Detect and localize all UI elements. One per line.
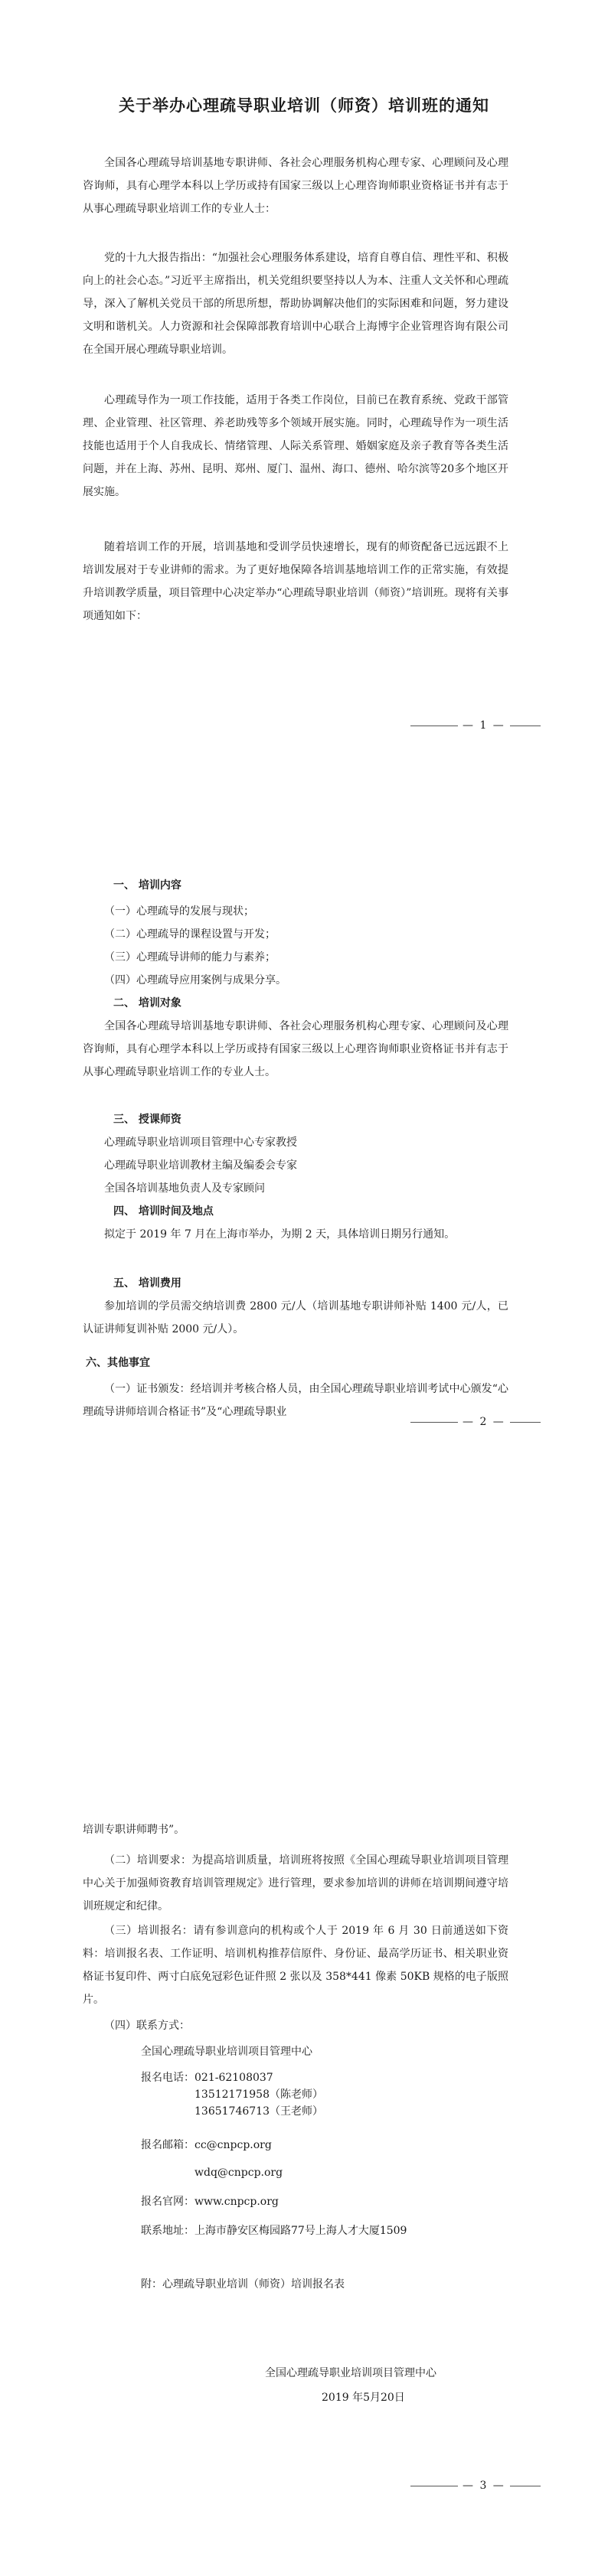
- intro-paragraph-2: 心理疏导作为一项工作技能，适用于各类工作岗位，目前已在教育系统、党政干部管理、企业管理、社区管理、养老助残等多个领域开展实施。同时，心理疏导作为一项生活技能也适用于个人自我成长、情绪管理、人际关系管理、婚姻家庭及亲子教育等各类生活问题，并在上海、苏州、昆明、郑州、厦门、温州、海口、德州、哈尔滨等20多个地区开展实施。: [83, 394, 508, 498]
- section-1-item: （三）心理疏导讲师的能力与素养；: [104, 951, 276, 964]
- phone-number: 13512171958（陈老师）: [194, 2089, 323, 2101]
- section-3-item: 心理疏导职业培训教材主编及编委会专家: [104, 1159, 297, 1172]
- section-2-heading: 二、 培训对象: [113, 997, 181, 1009]
- section-6-certificate-text: （一）证书颁发：经培训并考核合格人员，由全国心理疏导职业培训考试中心颁发“心理疏导讲师培训合格证书”及“心理疏导职业: [83, 1383, 508, 1418]
- section-5-heading: 五、 培训费用: [113, 1277, 181, 1290]
- email-label: 报名邮箱：: [141, 2139, 194, 2151]
- training-requirements: （二）培训要求：为提高培训质量，培训班将按照《全国心理疏导职业培训项目管理中心关于加强师资教育培训管理规定》进行管理，要求参加培训的讲师在培训期间遵守培训班规定和纪律。: [83, 1854, 508, 1912]
- website-label: 报名官网：: [141, 2196, 194, 2208]
- section-1-item: （四）心理疏导应用案例与成果分享。: [104, 974, 286, 986]
- training-registration: （三）培训报名：请有参训意向的机构或个人于 2019 年 6 月 30 日前通送如下资料：培训报名表、工作证明、培训机构推荐信原件、身份证、最高学历证书、相关职业资格证书复印件、两寸白底免冠彩色证件照 2 张以及 358*441 像素 50KB 规格的电子版照片。: [83, 1925, 508, 2006]
- section-1-item: （二）心理疏导的课程设置与开发；: [104, 928, 276, 941]
- address-text: 上海市静安区梅园路77号上海人才大厦1509: [194, 2225, 407, 2237]
- phone-label: 报名电话：: [141, 2072, 194, 2084]
- section-4-heading: 四、 培训时间及地点: [113, 1205, 214, 1218]
- section-1-item: （一）心理疏导的发展与现状；: [104, 905, 254, 918]
- signature-date: 2019 年5月20日: [322, 2392, 405, 2404]
- page-number-1: — 1 —: [458, 718, 510, 733]
- phone-number: 13651746713（王老师）: [194, 2105, 323, 2118]
- attachment-note: 附：心理疏导职业培训（师资）培训报名表: [141, 2278, 345, 2291]
- section-3-item: 心理疏导职业培训项目管理中心专家教授: [104, 1136, 297, 1149]
- page-footer-2: [410, 1416, 541, 1428]
- page-number-3: — 3 —: [458, 2478, 510, 2493]
- section-4-text: 拟定于 2019 年 7 月在上海市举办，为期 2 天，具体培训日期另行通知。: [104, 1228, 456, 1241]
- address-label: 联系地址：: [141, 2225, 194, 2237]
- section-1-heading: 一、 培训内容: [113, 879, 181, 892]
- intro-paragraph-3: 随着培训工作的开展，培训基地和受训学员快速增长，现有的师资配备已远远跟不上培训发展对于专业讲师的需求。为了更好地保障各培训基地培训工作的正常实施，有效提升培训教学质量，项目管理中心决定举办“心理疏导职业培训（师资）”培训班。现将有关事项通知如下：: [83, 541, 508, 622]
- section-2-text: 全国各心理疏导培训基地专职讲师、各社会心理服务机构心理专家、心理顾问及心理咨询师，具有心理学本科以上学历或持有国家三级以上心理咨询师职业资格证书并有志于从事心理疏导职业培训工作的专业人士。: [83, 1020, 508, 1078]
- section-6-heading: 六、其他事宜: [86, 1357, 150, 1369]
- salutation-paragraph: 全国各心理疏导培训基地专职讲师、各社会心理服务机构心理专家、心理顾问及心理咨询师，具有心理学本科以上学历或持有国家三级以上心理咨询师职业资格证书并有志于从事心理疏导职业培训工作的专业人士：: [83, 157, 508, 215]
- phone-number: 021-62108037: [194, 2072, 273, 2084]
- document-title: 关于举办心理疏导职业培训（师资）培训班的通知: [119, 96, 489, 115]
- section-3-item: 全国各培训基地负责人及专家顾问: [104, 1182, 265, 1195]
- contact-organization: 全国心理疏导职业培训项目管理中心: [141, 2046, 312, 2058]
- certificate-text-continued: 培训专职讲师聘书”。: [83, 1824, 185, 1836]
- section-3-heading: 三、 授课师资: [113, 1114, 181, 1126]
- email-link[interactable]: cc@cnpcp.org: [194, 2139, 272, 2151]
- section-5-text: 参加培训的学员需交纳培训费 2800 元/人（培训基地专职讲师补贴 1400 元/人，已认证讲师复训补贴 2000 元/人）。: [83, 1300, 508, 1335]
- intro-paragraph-1: 党的十九大报告指出：“加强社会心理服务体系建设，培育自尊自信、理性平和、积极向上的社会心态。”习近平主席指出，机关党组织要坚持以人为本、注重人文关怀和心理疏导，深入了解机关党员干部的所思所想，帮助协调解决他们的实际困难和问题，努力建设文明和谐机关。人力资源和社会保障部教育培训中心联合上海博宇企业管理咨询有限公司在全国开展心理疏导职业培训。: [83, 252, 508, 356]
- website-link[interactable]: www.cnpcp.org: [194, 2196, 279, 2208]
- signature-organization: 全国心理疏导职业培训项目管理中心: [265, 2367, 436, 2379]
- email-link[interactable]: wdq@cnpcp.org: [194, 2167, 283, 2179]
- page-number-2: — 2 —: [458, 1414, 510, 1430]
- contact-heading: （四）联系方式：: [104, 2020, 190, 2032]
